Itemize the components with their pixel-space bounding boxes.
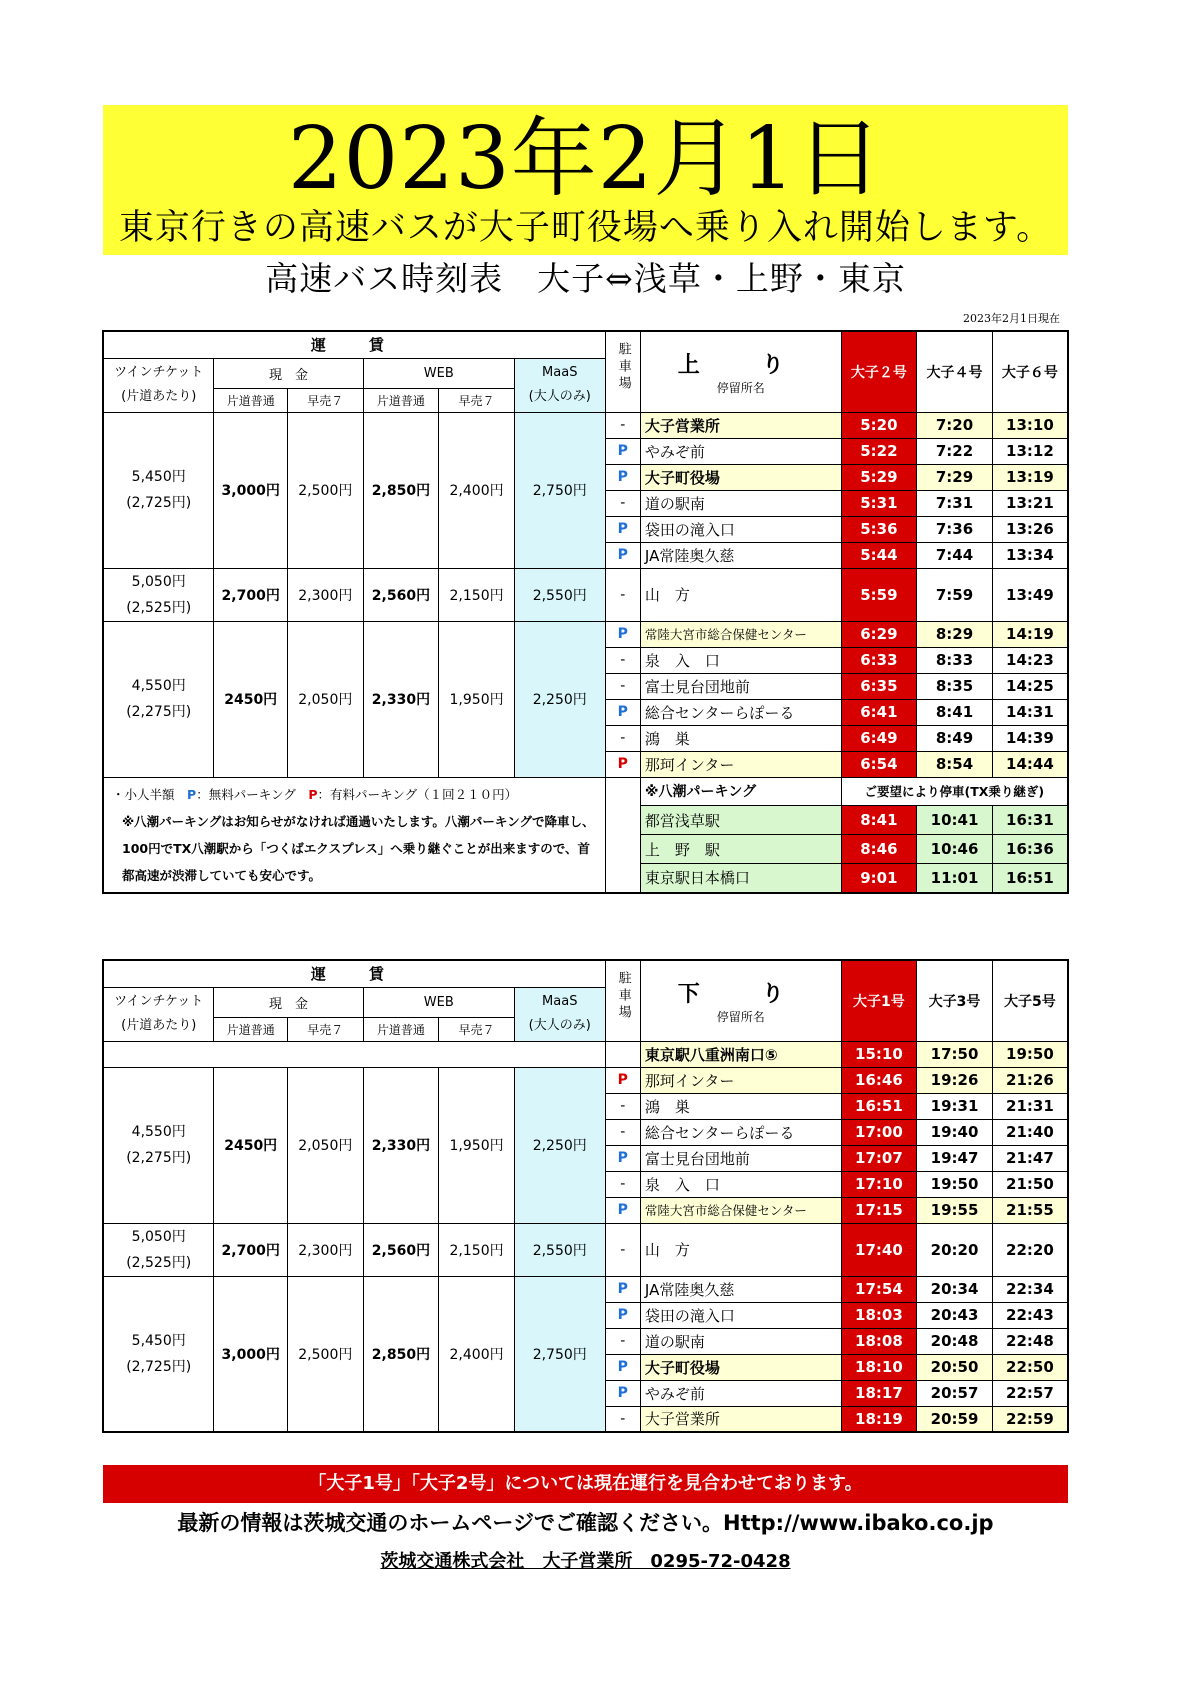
- time-cell: 8:33: [917, 647, 993, 673]
- parking-mark: [605, 621, 640, 647]
- twin-fare: 5,050円: [131, 1228, 186, 1245]
- web-fare: 2,850円: [363, 1276, 439, 1432]
- twin-ticket-fare: [103, 621, 214, 777]
- maas-fare: 2,550円: [514, 1223, 605, 1276]
- parking-header: [605, 331, 640, 412]
- parking-mark: [605, 725, 640, 751]
- stop-name: JA常陸奥久慈: [640, 542, 841, 568]
- time-cell: 19:50: [992, 1041, 1068, 1067]
- cash-early-fare: 2,300円: [288, 1223, 364, 1276]
- web-fare: 2,850円: [363, 412, 439, 568]
- time-cell: 17:40: [841, 1223, 917, 1276]
- time-cell: 21:26: [992, 1067, 1068, 1093]
- stop-name: 山 方: [640, 1223, 841, 1276]
- parking-mark: [605, 1041, 640, 1067]
- time-cell: 6:33: [841, 647, 917, 673]
- time-cell: 5:36: [841, 516, 917, 542]
- time-cell: 6:49: [841, 725, 917, 751]
- time-cell: 18:19: [841, 1406, 917, 1432]
- parking-mark: [605, 1276, 640, 1302]
- parking-mark-label: -: [620, 1176, 626, 1192]
- direction-label: 上 り: [677, 352, 804, 378]
- time-cell: 22:48: [992, 1328, 1068, 1354]
- time-cell: 7:44: [917, 542, 993, 568]
- cash-oneway-header: 片道普通: [214, 1017, 288, 1041]
- time-cell: 22:43: [992, 1302, 1068, 1328]
- stop-name: 鴻 巣: [640, 1093, 841, 1119]
- bus-header: 大子1号: [841, 960, 917, 1041]
- maas-fare: 2,750円: [514, 412, 605, 568]
- time-cell: 13:12: [992, 438, 1068, 464]
- twin-ticket-sub: (片道あたり): [121, 1018, 197, 1033]
- table-row: [103, 621, 1068, 647]
- cash-early-fare: 2,050円: [288, 621, 364, 777]
- time-cell: 17:00: [841, 1119, 917, 1145]
- twin-fare: 4,550円: [131, 678, 186, 694]
- twin-ticket-header: [103, 987, 214, 1041]
- stop-name: 道の駅南: [640, 1328, 841, 1354]
- bus-header: 大子3号: [917, 960, 993, 1041]
- parking-mark-label: P: [617, 1281, 628, 1297]
- web-fare: 2,330円: [363, 1067, 439, 1223]
- maas-fare: 2,250円: [514, 1067, 605, 1223]
- time-cell: 21:55: [992, 1197, 1068, 1223]
- stop-name: 鴻 巣: [640, 725, 841, 751]
- time-cell: 8:54: [917, 751, 993, 777]
- parking-mark: [605, 438, 640, 464]
- maas-fare: 2,550円: [514, 568, 605, 621]
- free-parking-mark: P: [187, 786, 197, 802]
- as-of-date: 2023年2月1日現在: [963, 312, 1060, 325]
- stop-name: 富士見台団地前: [640, 673, 841, 699]
- parking-mark: [605, 1119, 640, 1145]
- parking-mark: [605, 1067, 640, 1093]
- stop-name: 那珂インター: [640, 751, 841, 777]
- time-cell: 6:35: [841, 673, 917, 699]
- paid-parking-mark: P: [308, 786, 318, 802]
- time-cell: 7:22: [917, 438, 993, 464]
- twin-fare: 5,050円: [131, 573, 186, 590]
- time-cell: 8:49: [917, 725, 993, 751]
- time-cell: 20:57: [917, 1380, 993, 1406]
- table-row: [103, 1041, 1068, 1067]
- table-row: [103, 1276, 1068, 1302]
- time-cell: 22:34: [992, 1276, 1068, 1302]
- yashio-note: ご要望により停車(TX乗り継ぎ): [841, 777, 1068, 806]
- time-cell: 8:29: [917, 621, 993, 647]
- time-cell: 5:20: [841, 412, 917, 438]
- time-cell: 7:20: [917, 412, 993, 438]
- parking-mark-label: -: [620, 678, 626, 694]
- time-cell: 10:46: [917, 835, 993, 864]
- time-cell: 17:10: [841, 1171, 917, 1197]
- parking-mark-label: P: [617, 1072, 628, 1088]
- time-cell: 9:01: [841, 864, 917, 893]
- cash-fare: 2450円: [214, 1067, 288, 1223]
- twin-ticket-label: ツインチケット: [114, 365, 204, 380]
- table-row: [103, 412, 1068, 438]
- web-early-header: 早売７: [439, 388, 515, 412]
- legend-line: [112, 781, 597, 808]
- time-cell: 5:59: [841, 568, 917, 621]
- child-fare-note: ・小人半額: [112, 786, 188, 802]
- parking-mark: [605, 1093, 640, 1119]
- header-row: [103, 331, 1068, 358]
- time-cell: 18:17: [841, 1380, 917, 1406]
- time-cell: 22:50: [992, 1354, 1068, 1380]
- parking-mark: [605, 1354, 640, 1380]
- bus-header: 大子６号: [992, 331, 1068, 412]
- time-cell: 19:26: [917, 1067, 993, 1093]
- parking-mark: [605, 673, 640, 699]
- time-cell: 19:47: [917, 1145, 993, 1171]
- stop-name: やみぞ前: [640, 1380, 841, 1406]
- maas-sub: (大人のみ): [528, 1018, 591, 1033]
- twin-fare-half: (2,275円): [126, 1150, 192, 1166]
- time-cell: 22:20: [992, 1223, 1068, 1276]
- stop-name: 大子町役場: [640, 1354, 841, 1380]
- twin-ticket-header: [103, 358, 214, 412]
- parking-mark-label: -: [620, 1124, 626, 1140]
- yashio-note-text: ※八潮パーキングはお知らせがなければ通過いたします。八潮パーキングで降車し、100円でTX八潮駅から「つくばエクスプレス」へ乗り継ぐことが出来ますので、首都高速が渋滞していても安心です。: [122, 813, 595, 883]
- web-fare: 2,330円: [363, 621, 439, 777]
- bus-header: 大子２号: [841, 331, 917, 412]
- twin-fare: 5,450円: [131, 469, 186, 485]
- maas-header: [514, 987, 605, 1041]
- time-cell: 20:34: [917, 1276, 993, 1302]
- parking-mark: [605, 542, 640, 568]
- parking-mark: [605, 1302, 640, 1328]
- stop-name: 山 方: [640, 568, 841, 621]
- stop-name: JA常陸奥久慈: [640, 1276, 841, 1302]
- fare-header: 運 賃: [103, 331, 605, 358]
- time-cell: 19:40: [917, 1119, 993, 1145]
- time-cell: 16:51: [841, 1093, 917, 1119]
- stop-name: 総合センターらぽーる: [640, 699, 841, 725]
- parking-mark-label: -: [620, 417, 626, 433]
- time-cell: 20:43: [917, 1302, 993, 1328]
- time-cell: 5:44: [841, 542, 917, 568]
- web-oneway-header: 片道普通: [363, 1017, 439, 1041]
- parking-header: [605, 960, 640, 1041]
- parking-mark: [605, 1171, 640, 1197]
- web-early-fare: 2,400円: [439, 412, 515, 568]
- time-cell: 8:41: [841, 806, 917, 835]
- parking-mark-label: -: [620, 586, 626, 603]
- time-cell: 21:40: [992, 1119, 1068, 1145]
- parking-mark: [605, 1197, 640, 1223]
- cash-fare: 2,700円: [214, 568, 288, 621]
- time-cell: 6:29: [841, 621, 917, 647]
- timetable-title: 高速バス時刻表 大子⇔浅草・上野・東京: [265, 259, 906, 298]
- time-cell: 7:59: [917, 568, 993, 621]
- time-cell: 6:41: [841, 699, 917, 725]
- stop-name-header: 停留所名: [716, 1009, 765, 1024]
- stop-name: 道の駅南: [640, 490, 841, 516]
- time-cell: 7:31: [917, 490, 993, 516]
- cash-fare: 2450円: [214, 621, 288, 777]
- time-cell: 21:31: [992, 1093, 1068, 1119]
- twin-fare-half: (2,725円): [126, 1358, 192, 1375]
- direction-header: [640, 331, 841, 412]
- fare-header: 運 賃: [103, 960, 605, 987]
- cash-header: 現 金: [214, 987, 363, 1017]
- parking-mark-label: -: [620, 652, 626, 668]
- parking-mark-label: P: [617, 1307, 628, 1323]
- time-cell: 14:23: [992, 647, 1068, 673]
- time-cell: 19:31: [917, 1093, 993, 1119]
- maas-fare: 2,750円: [514, 1276, 605, 1432]
- table-row: [103, 568, 1068, 621]
- twin-fare: 4,550円: [131, 1124, 186, 1140]
- fare-spacer: [103, 1041, 605, 1067]
- time-cell: 5:29: [841, 464, 917, 490]
- bus-header: 大子４号: [917, 331, 993, 412]
- parking-mark-label: -: [620, 1333, 626, 1349]
- bus-header: 大子5号: [992, 960, 1068, 1041]
- stop-name: 常陸大宮市総合保健センター: [640, 1197, 841, 1223]
- stop-name: 袋田の滝入口: [640, 1302, 841, 1328]
- web-early-fare: 2,150円: [439, 1223, 515, 1276]
- parking-mark: [605, 568, 640, 621]
- time-cell: 6:54: [841, 751, 917, 777]
- time-cell: 16:46: [841, 1067, 917, 1093]
- parking-mark: [605, 1145, 640, 1171]
- stop-name: 泉 入 口: [640, 647, 841, 673]
- time-cell: 7:29: [917, 464, 993, 490]
- twin-ticket-fare: [103, 1067, 214, 1223]
- parking-mark: [605, 490, 640, 516]
- time-cell: 14:25: [992, 673, 1068, 699]
- stop-name: 袋田の滝入口: [640, 516, 841, 542]
- time-cell: 17:50: [917, 1041, 993, 1067]
- cash-early-fare: 2,500円: [288, 412, 364, 568]
- stop-name: やみぞ前: [640, 438, 841, 464]
- parking-mark-label: P: [617, 704, 628, 720]
- maas-label: MaaS: [542, 994, 578, 1009]
- stop-name: 大子営業所: [640, 412, 841, 438]
- web-early-header: 早売７: [439, 1017, 515, 1041]
- twin-fare-half: (2,525円): [126, 1254, 192, 1271]
- stop-name-header: 停留所名: [716, 380, 765, 395]
- cash-fare: 2,700円: [214, 1223, 288, 1276]
- time-cell: 13:34: [992, 542, 1068, 568]
- web-early-fare: 2,400円: [439, 1276, 515, 1432]
- time-cell: 18:10: [841, 1354, 917, 1380]
- title-banner: [103, 105, 1068, 255]
- time-cell: 16:36: [992, 835, 1068, 864]
- parking-header-label: 駐車場: [615, 342, 631, 394]
- parking-mark-label: P: [617, 443, 628, 459]
- parking-mark-label: P: [617, 626, 628, 642]
- parking-mark-label: -: [620, 1241, 626, 1258]
- time-cell: 13:49: [992, 568, 1068, 621]
- cash-early-fare: 2,050円: [288, 1067, 364, 1223]
- maas-fare: 2,250円: [514, 621, 605, 777]
- parking-mark: [605, 1328, 640, 1354]
- stop-name: 泉 入 口: [640, 1171, 841, 1197]
- cash-oneway-header: 片道普通: [214, 388, 288, 412]
- time-cell: 8:41: [917, 699, 993, 725]
- parking-mark: [605, 464, 640, 490]
- service-suspension-notice: 「大子1号」「大子2号」については現在運行を見合わせております。: [103, 1465, 1068, 1503]
- stop-name: 大子町役場: [640, 464, 841, 490]
- time-cell: 21:50: [992, 1171, 1068, 1197]
- parking-mark-label: P: [617, 469, 628, 485]
- stop-name: 都営浅草駅: [640, 806, 841, 835]
- parking-mark-label: P: [617, 547, 628, 563]
- web-early-fare: 1,950円: [439, 621, 515, 777]
- stop-name: 大子営業所: [640, 1406, 841, 1432]
- time-cell: 17:54: [841, 1276, 917, 1302]
- time-cell: 16:51: [992, 864, 1068, 893]
- time-cell: 17:07: [841, 1145, 917, 1171]
- time-cell: 13:10: [992, 412, 1068, 438]
- web-fare: 2,560円: [363, 568, 439, 621]
- time-cell: 17:15: [841, 1197, 917, 1223]
- time-cell: 8:46: [841, 835, 917, 864]
- cash-early-header: 早売７: [288, 1017, 364, 1041]
- yashio-parking: ※八潮パーキング: [640, 777, 841, 806]
- parking-mark: [605, 647, 640, 673]
- web-header: WEB: [363, 987, 514, 1017]
- notes: [103, 777, 605, 893]
- time-cell: 20:59: [917, 1406, 993, 1432]
- twin-fare-half: (2,275円): [126, 704, 192, 720]
- twin-ticket-fare: [103, 1276, 214, 1432]
- time-cell: 16:31: [992, 806, 1068, 835]
- time-cell: 5:22: [841, 438, 917, 464]
- time-cell: 19:50: [917, 1171, 993, 1197]
- parking-mark-label: P: [617, 756, 628, 772]
- time-cell: 21:47: [992, 1145, 1068, 1171]
- parking-mark-label: P: [617, 1150, 628, 1166]
- direction-header: [640, 960, 841, 1041]
- time-cell: 15:10: [841, 1041, 917, 1067]
- time-cell: 14:31: [992, 699, 1068, 725]
- time-cell: 13:21: [992, 490, 1068, 516]
- twin-ticket-fare: [103, 1223, 214, 1276]
- down-timetable: [102, 959, 1069, 1433]
- time-cell: 10:41: [917, 806, 993, 835]
- parking-mark: [605, 412, 640, 438]
- web-fare: 2,560円: [363, 1223, 439, 1276]
- parking-mark-label: P: [617, 1202, 628, 1218]
- announcement: 東京行きの高速バスが大子町役場へ乗り入れ開始します。: [118, 208, 1053, 248]
- company-contact: [103, 1548, 1068, 1576]
- direction-label: 下 り: [677, 981, 804, 1007]
- web-early-fare: 2,150円: [439, 568, 515, 621]
- twin-fare-half: (2,525円): [126, 599, 192, 616]
- parking-mark-label: -: [620, 1098, 626, 1114]
- cash-fare: 3,000円: [214, 1276, 288, 1432]
- maas-label: MaaS: [542, 365, 578, 380]
- parking-mark-label: -: [620, 1410, 626, 1427]
- stop-name: 上 野 駅: [640, 835, 841, 864]
- time-cell: 13:26: [992, 516, 1068, 542]
- stop-name: 東京駅日本橋口: [640, 864, 841, 893]
- stop-name: 富士見台団地前: [640, 1145, 841, 1171]
- time-cell: 13:19: [992, 464, 1068, 490]
- time-cell: 11:01: [917, 864, 993, 893]
- parking-mark: [605, 699, 640, 725]
- web-early-fare: 1,950円: [439, 1067, 515, 1223]
- parking-mark: [605, 751, 640, 777]
- twin-ticket-fare: [103, 412, 214, 568]
- parking-mark: [605, 1406, 640, 1432]
- parking-mark-label: P: [617, 521, 628, 537]
- free-parking-label: ：無料パーキング: [196, 786, 309, 802]
- cash-early-header: 早売７: [288, 388, 364, 412]
- time-cell: 22:59: [992, 1406, 1068, 1432]
- cash-fare: 3,000円: [214, 412, 288, 568]
- time-cell: 18:03: [841, 1302, 917, 1328]
- parking-mark: [605, 777, 640, 893]
- table-row: [103, 1067, 1068, 1093]
- table-row: [103, 1223, 1068, 1276]
- time-cell: 5:31: [841, 490, 917, 516]
- cash-early-fare: 2,500円: [288, 1276, 364, 1432]
- time-cell: 8:35: [917, 673, 993, 699]
- parking-mark-label: P: [617, 1359, 628, 1375]
- parking-mark: [605, 1223, 640, 1276]
- stop-name: 常陸大宮市総合保健センター: [640, 621, 841, 647]
- twin-fare: 5,450円: [131, 1332, 186, 1349]
- stop-name: 那珂インター: [640, 1067, 841, 1093]
- time-cell: 22:57: [992, 1380, 1068, 1406]
- time-cell: 20:48: [917, 1328, 993, 1354]
- time-cell: 14:19: [992, 621, 1068, 647]
- web-header: WEB: [363, 358, 514, 388]
- maas-sub: (大人のみ): [528, 389, 591, 404]
- parking-mark: [605, 1380, 640, 1406]
- time-cell: 14:44: [992, 751, 1068, 777]
- twin-ticket-fare: [103, 568, 214, 621]
- parking-mark: [605, 516, 640, 542]
- twin-ticket-sub: (片道あたり): [121, 389, 197, 404]
- parking-mark-label: -: [620, 495, 626, 511]
- parking-header-label: 駐車場: [615, 971, 631, 1023]
- cash-header: 現 金: [214, 358, 363, 388]
- parking-mark-label: P: [617, 1385, 628, 1401]
- company-contact-text: 茨城交通株式会社 大子営業所 0295-72-0428: [380, 1551, 791, 1572]
- stop-name: 東京駅八重洲南口⑤: [640, 1041, 841, 1067]
- maas-header: [514, 358, 605, 412]
- time-cell: 20:50: [917, 1354, 993, 1380]
- stop-name: 総合センターらぽーる: [640, 1119, 841, 1145]
- table-row: [103, 777, 1068, 806]
- time-cell: 7:36: [917, 516, 993, 542]
- web-oneway-header: 片道普通: [363, 388, 439, 412]
- time-cell: 19:55: [917, 1197, 993, 1223]
- up-timetable: [102, 330, 1069, 894]
- paid-parking-label: ：有料パーキング（１回２１０円）: [317, 786, 518, 802]
- time-cell: 14:39: [992, 725, 1068, 751]
- cash-early-fare: 2,300円: [288, 568, 364, 621]
- parking-mark-label: -: [620, 730, 626, 746]
- twin-fare-half: (2,725円): [126, 495, 192, 511]
- time-cell: 20:20: [917, 1223, 993, 1276]
- twin-ticket-label: ツインチケット: [114, 994, 204, 1009]
- header-row: [103, 960, 1068, 987]
- time-cell: 18:08: [841, 1328, 917, 1354]
- start-date: 2023年2月1日: [287, 109, 884, 209]
- website-info: 最新の情報は茨城交通のホームページでご確認ください。Http://www.ibako.co.jp: [177, 1511, 994, 1535]
